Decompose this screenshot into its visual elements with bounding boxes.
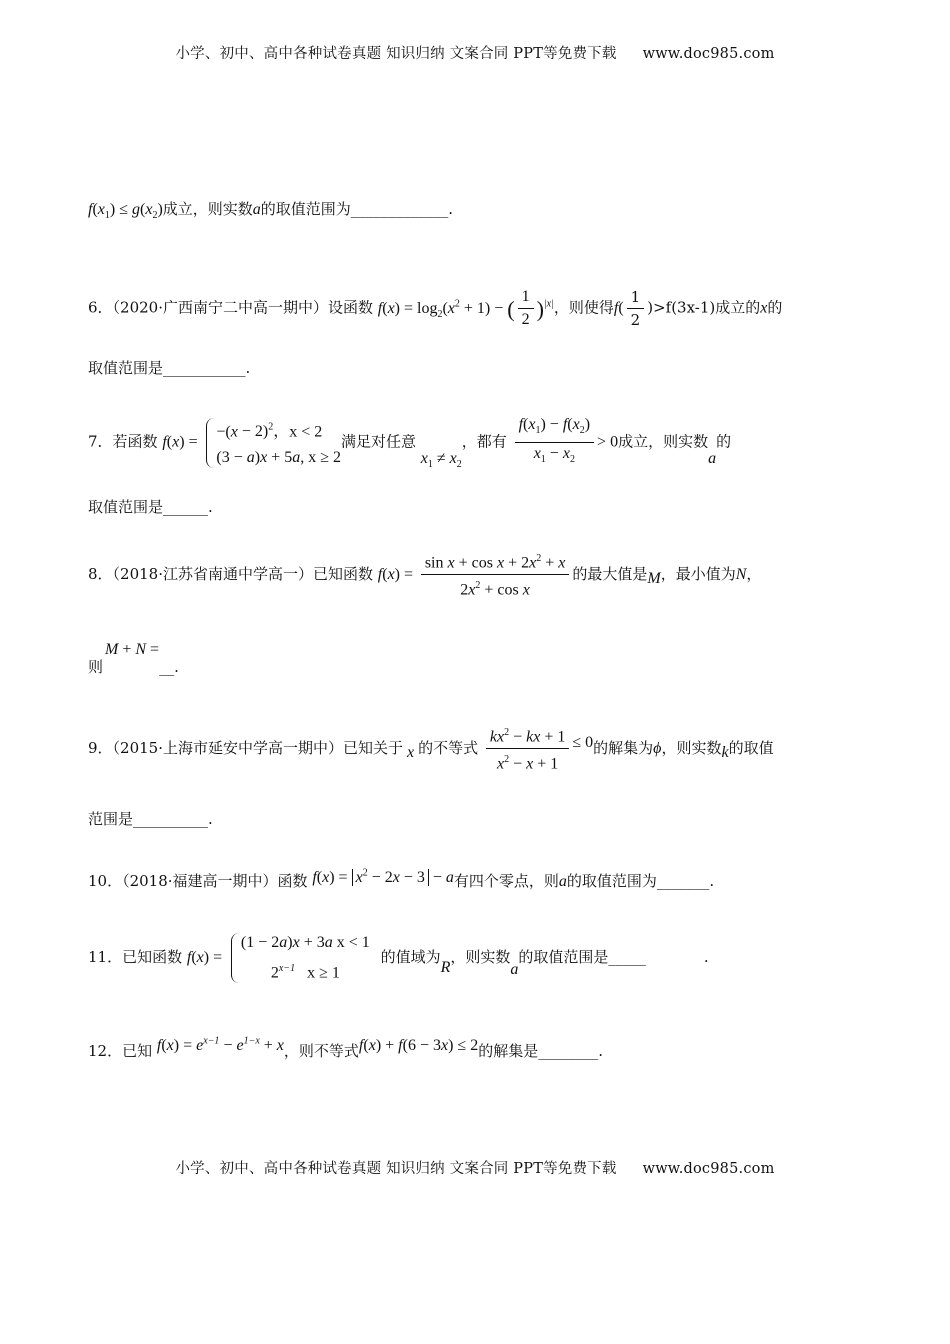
formula-q7-fx: f(x) =	[162, 433, 198, 451]
piecewise-q11: (1 − 2a)x + 3a x < 1 $2^{x-1}$ x ≥ 1	[229, 930, 370, 986]
piecewise-q7: $-(x - 2)^2$，x < 2 (3 − a)x + 5a, x ≥ 2	[204, 415, 341, 471]
footer-site: www.doc985.com	[642, 1161, 775, 1177]
question-11: 11．已知函数 f(x) = (1 − 2a)x + 3a x < 1 $2^{x-1}$ x ≥ 1 的值域为R，则实数a的取值范围是_____ .	[88, 930, 709, 986]
formula-q12-ineq: f(x) + f(6 − 3x) ≤ 2	[358, 1037, 479, 1054]
question-number: 9．	[88, 738, 113, 757]
page-footer	[0, 1157, 950, 1178]
question-9-line2: 范围是__________.	[88, 810, 213, 828]
answer-blank: _____	[608, 948, 646, 967]
answer-blank: ______.	[163, 498, 213, 516]
footer-text: 小学、初中、高中各种试卷真题 知识归纳 文案合同 PPT等免费下载	[175, 1161, 617, 1177]
formula-q8-fx: f(x) =	[377, 565, 414, 583]
formula-q5: $f(x_1) \le g(x_2)$	[88, 201, 163, 222]
question-number: 8．	[88, 564, 113, 583]
formula-q7-frac: $\frac{f(x_1) - f(x_2)}{x_1 - x_2}$	[515, 414, 594, 471]
question-source: （2018·福建高一期中）函数	[122, 872, 308, 890]
formula-q6: $f(x) = \log_2(x^2 + 1)$ − ( $\frac{1}{2}$ )$^{|x|}$	[377, 288, 554, 329]
question-number: 7．	[88, 432, 113, 451]
question-8: 8．（2018·江苏省南通中学高一）已知函数 f(x) = $\frac{\sin x + \cos x + 2x^2 + x}{2x^2 + \cos x}$ 的最大值是M，最小值为N，	[88, 548, 761, 602]
formula-q10: $f(x) = x^2 - 2x - 3 - a$	[312, 867, 454, 886]
question-9: 9．（2015·上海市延安中学高一期中）已知关于 x 的不等式 $\frac{kx^2 - kx + 1}{x^2 - x + 1}$ ≤ 0的解集为ϕ，则实数k的取值	[88, 722, 774, 776]
page-header	[0, 42, 950, 63]
header-text: 小学、初中、高中各种试卷真题 知识归纳 文案合同 PPT等免费下载	[175, 46, 617, 62]
formula-q7-cond: $x_1 \ne x_2$	[420, 449, 462, 470]
question-5-tail: $f(x_1) \le g(x_2)$成立，则实数a的取值范围为_____________.	[88, 200, 454, 222]
formula-q8-frac: $\frac{\sin x + \cos x + 2x^2 + x}{2x^2 + \cos x}$	[421, 548, 570, 602]
question-10: 10．（2018·福建高一期中）函数 $f(x) = x^2 - 2x - 3 - a$有四个零点，则a的取值范围为_______.	[88, 867, 715, 890]
question-source: （2018·江苏省南通中学高一）已知函数	[112, 564, 373, 583]
question-7: 7．若函数 f(x) = $-(x - 2)^2$，x < 2 (3 − a)x + 5a, x ≥ 2 满足对任意 $x_1 \ne x_2$，都有 $\frac{f(x_1) - f(x_2)}{x_1 - x_2}$ > 0成立，则实数a的	[88, 416, 732, 470]
question-source: （2015·上海市延安中学高一期中）已知关于	[112, 738, 403, 757]
formula-q12-fx: $f(x) = e^{x-1} - e^{1-x} + x$	[156, 1035, 284, 1054]
answer-blank: _____________.	[350, 200, 454, 218]
answer-blank: __.	[159, 658, 179, 676]
question-number: 6．	[88, 298, 113, 317]
question-source: （2020·广西南宁二中高一期中）设函数	[112, 298, 373, 317]
header-site: www.doc985.com	[642, 46, 775, 62]
answer-blank: __________.	[133, 810, 213, 828]
formula-q11-fx: f(x) =	[186, 949, 223, 967]
question-8-line2: 则M + N =__.	[88, 641, 179, 676]
answer-blank: ___________.	[163, 359, 251, 377]
formula-q9-frac: $\frac{kx^2 - kx + 1}{x^2 - x + 1}$	[486, 722, 569, 776]
answer-blank: _______.	[656, 872, 715, 890]
question-number: 12．	[88, 1042, 123, 1060]
question-number: 10．	[88, 872, 123, 890]
question-6: 6．（2020·广西南宁二中高一期中）设函数 $f(x) = \log_2(x^2 + 1)$ − ( $\frac{1}{2}$ )$^{|x|}$，则使得f( $\frac{1}{2}$ )>f(3x-1)成立的x的	[88, 288, 783, 329]
question-12: 12．已知 $f(x) = e^{x-1} - e^{1-x} + x$，则不等式f(x) + f(6 − 3x) ≤ 2的解集是________.	[88, 1035, 603, 1060]
formula-q8-mn: M + N =	[105, 641, 160, 658]
question-number: 11．	[88, 948, 123, 967]
question-6-line2: 取值范围是___________.	[88, 359, 251, 377]
question-7-line2: 取值范围是______.	[88, 498, 213, 516]
answer-blank: ________.	[538, 1042, 603, 1060]
